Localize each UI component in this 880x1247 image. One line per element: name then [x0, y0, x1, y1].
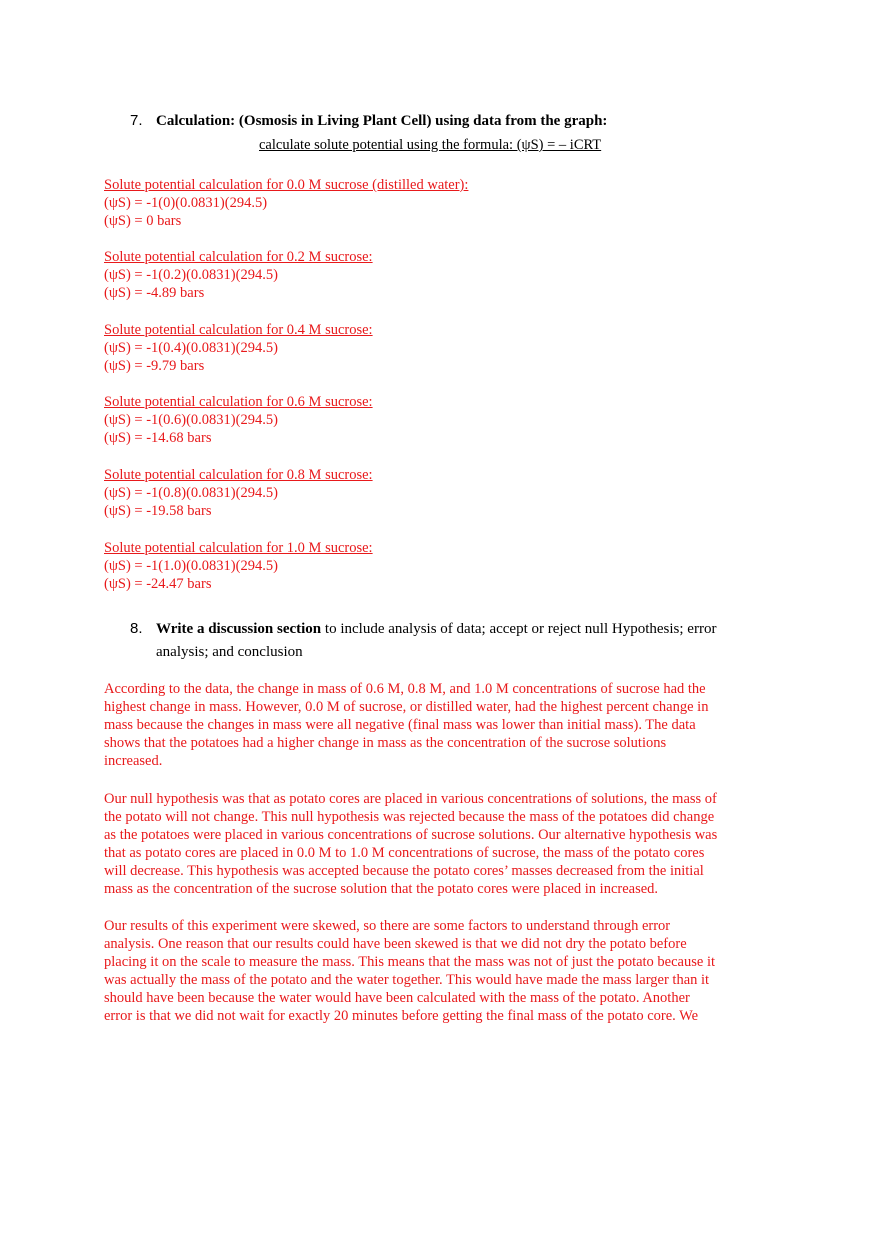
paragraph-line: According to the data, the change in mass of 0.6 M, 0.8 M, and 1.0 M concentrations of sucrose had the: [104, 681, 706, 697]
calc-block-5: [104, 539, 373, 593]
question-8-header: [130, 620, 716, 638]
paragraph-line: mass as the concentration of the sucrose solution that the potato cores were placed in increased.: [104, 881, 659, 898]
calc-block-4: [104, 466, 373, 520]
calc-result: (ψS) = -24.47 bars: [104, 576, 212, 592]
paragraph-line: will decrease. This hypothesis was accepted because the potato cores’ masses decreased from the initial: [104, 863, 704, 880]
discussion-paragraph-1: [104, 680, 784, 770]
paragraph-line: Our results of this experiment were skewed, so there are some factors to understand through error: [104, 918, 671, 934]
calc-result: (ψS) = -19.58 bars: [104, 503, 212, 519]
paragraph-line: error is that we did not wait for exactly 20 minutes before getting the final mass of the potato core. We: [104, 1008, 699, 1025]
question-8-number: 8.: [130, 620, 143, 637]
paragraph-line: increased.: [104, 753, 163, 770]
calc-heading: Solute potential calculation for 0.6 M sucrose:: [104, 394, 373, 410]
calc-heading: Solute potential calculation for 0.4 M sucrose:: [104, 322, 373, 338]
calc-result: (ψS) = -4.89 bars: [104, 285, 205, 301]
calc-result: (ψS) = -9.79 bars: [104, 358, 205, 374]
discussion-paragraph-3: [104, 917, 784, 1026]
question-7-number: 7.: [130, 112, 143, 129]
question-8-rest: to include analysis of data; accept or reject null Hypothesis; error: [321, 621, 717, 637]
question-8-line-2: analysis; and conclusion: [156, 644, 303, 660]
calc-result: (ψS) = 0 bars: [104, 213, 182, 229]
question-7-header: [130, 112, 607, 130]
formula-instruction: calculate solute potential using the formula: (ψS) = – iCRT: [259, 137, 602, 153]
calc-block-0: [104, 176, 468, 230]
question-7-title: Calculation: (Osmosis in Living Plant Cell) using data from the graph:: [156, 113, 608, 129]
question-8-bold-text: Write a discussion section: [156, 621, 322, 637]
paragraph-line: mass because the changes in mass were all negative (final mass was lower than initial mass). The data: [104, 717, 696, 734]
calc-equation: (ψS) = -1(0)(0.0831)(294.5): [104, 195, 268, 211]
paragraph-line: analysis. One reason that our results could have been skewed is that we did not dry the potato before: [104, 936, 687, 953]
calc-equation: (ψS) = -1(0.2)(0.0831)(294.5): [104, 267, 278, 283]
paragraph-line: highest change in mass. However, 0.0 M of sucrose, or distilled water, had the highest percent change in: [104, 699, 709, 716]
calc-equation: (ψS) = -1(0.8)(0.0831)(294.5): [104, 485, 278, 501]
paragraph-line: shows that the potatoes had a higher change in mass as the concentration of the sucrose solutions: [104, 735, 667, 752]
calc-equation: (ψS) = -1(1.0)(0.0831)(294.5): [104, 558, 278, 574]
calc-heading: Solute potential calculation for 0.2 M sucrose:: [104, 249, 373, 265]
calc-heading: Solute potential calculation for 0.8 M sucrose:: [104, 467, 373, 483]
calc-block-2: [104, 321, 373, 375]
paragraph-line: placing it on the scale to measure the mass. This means that the mass was not of just the potato because it: [104, 954, 716, 971]
paragraph-line: should have been because the water would have been calculated with the mass of the potato. Another: [104, 990, 690, 1007]
calc-heading: Solute potential calculation for 1.0 M sucrose:: [104, 540, 373, 556]
paragraph-line: Our null hypothesis was that as potato cores are placed in various concentrations of solutions, the mass of: [104, 791, 717, 807]
paragraph-line: was actually the mass of the potato and the water together. This would have made the mass larger than it: [104, 972, 710, 989]
discussion-paragraph-2: [104, 790, 784, 899]
calc-heading: Solute potential calculation for 0.0 M sucrose (distilled water):: [104, 177, 469, 193]
paragraph-line: as the potatoes were placed in various concentrations of sucrose solutions. Our alternative hypothesis was: [104, 827, 718, 844]
calc-block-3: [104, 393, 373, 447]
calc-block-1: [104, 248, 373, 302]
calc-equation: (ψS) = -1(0.6)(0.0831)(294.5): [104, 412, 278, 428]
calc-result: (ψS) = -14.68 bars: [104, 430, 212, 446]
paragraph-line: that as potato cores are placed in 0.0 M to 1.0 M concentrations of sucrose, the mass of the potato cores: [104, 845, 705, 862]
paragraph-line: the potato will not change. This null hypothesis was rejected because the mass of the potatoes did change: [104, 809, 715, 826]
calc-equation: (ψS) = -1(0.4)(0.0831)(294.5): [104, 340, 278, 356]
